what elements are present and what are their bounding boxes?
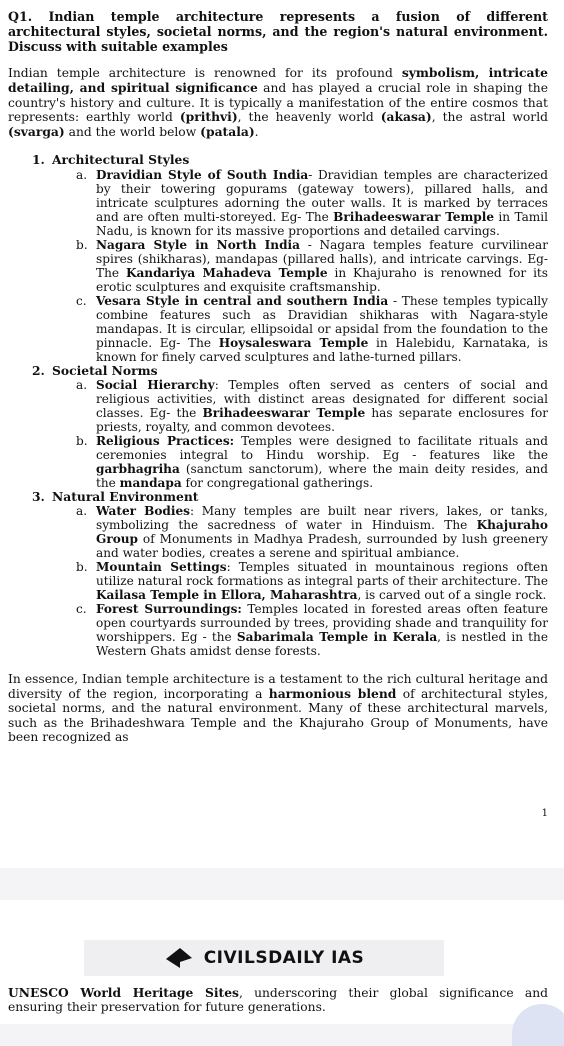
list-item [76,601,549,658]
section-list [8,153,556,658]
document-page-2 [0,900,564,1024]
diamond-emblem-icon [164,947,194,969]
item-marker: a. [76,503,88,518]
question-heading: Q1. Indian temple architecture represents a fusion of different architectural styles, societal norms, and the region's natural environment. Discuss with suitable examples [8,9,548,54]
section-title: Architectural Styles [52,152,190,168]
item-text: Vesara Style in central and southern India - These temples typically combine features such as Dravidian shikharas with Nagara-style mandapas. It is circular, ellipsoidal or apsidal from the foundation to the pinnacle. Eg- The Hoysaleswara Temple in Halebidu, Karnataka, is known for finely carved sculptures and lathe-turned pillars. [96,293,549,364]
section-number: 1. [32,152,45,168]
section-natural-environment [32,488,549,658]
item-marker: c. [76,293,87,308]
section-societal-norms [32,362,549,490]
item-marker: c. [76,601,87,616]
list-item [76,559,548,602]
subsection-list [52,378,548,490]
intro-paragraph: Indian temple architecture is renowned for its profound symbolism, intricate detailing, and spiritual significance and has played a crucial role in shaping the country's history and culture. It is typically a manifestation of the entire cosmos that represents: earthly world (prithvi), the heavenly world (akasa), the astral world (svarga) and the world below (patala). [8,65,549,139]
item-text: Religious Practices: Temples were designed to facilitate rituals and ceremonies integral to Hindu worship. Eg - features like the garbhagriha (sanctum sanctorum), where the main deity resides, and the mandapa for congregational gatherings. [96,433,548,490]
item-text: Mountain Settings: Temples situated in mountainous regions often utilize natural rock formations as integral parts of their architecture. The Kailasa Temple in Ellora, Maharashtra, is carved out of a single rock. [96,559,548,602]
item-marker: b. [76,237,88,252]
section-title: Societal Norms [52,362,158,378]
item-text: Water Bodies: Many temples are built near rivers, lakes, or tanks, symbolizing the sacredness of water in Hinduism. The Khajuraho Group of Monuments in Madhya Pradesh, surrounded by lush greenery and water bodies, creates a serene and spiritual ambiance. [96,503,548,560]
item-text: Forest Surroundings: Temples located in forested areas often feature open courtyards surrounded by trees, providing shade and tranquility for worshippers. Eg - the Sabarimala Temple in Kerala, is nestled in the Western Ghats amidst dense forests. [96,601,549,658]
list-item [76,167,548,238]
section-title: Natural Environment [52,488,199,504]
item-marker: a. [76,377,88,392]
continued-paragraph: UNESCO World Heritage Sites, underscoring their global significance and ensuring their preservation for future generations. [8,985,548,1015]
brand-name: CIVILSDAILY IAS [203,948,365,968]
list-item [76,503,548,560]
subsection-list [52,504,548,658]
conclusion-paragraph: In essence, Indian temple architecture is a testament to the rich cultural heritage and diversity of the region, incorporating a harmonious blend of architectural styles, societal norms, and the natural environment. Many of these architectural marvels, such as the Brihadeshwara Temple and the Khajuraho Group of Monuments, have been recognized as [8,671,548,745]
page-number: 1 [541,808,548,819]
list-item [76,377,549,434]
item-marker: b. [76,559,88,574]
item-text: Nagara Style in North India - Nagara temples feature curvilinear spires (shikharas), mandapas (pillared halls), and intricate carvings. Eg- The Kandariya Mahadeva Temple in Khajuraho is renowned for its erotic sculptures and exquisite craftsmanship. [96,237,549,294]
list-item [76,237,549,294]
item-text: Dravidian Style of South India- Dravidian temples are characterized by their towering gopurams (gateway towers), pillared halls, and intricate sculptures adorning the outer walls. It is marked by terraces and are often multi-storeyed. Eg- The Brihadeeswarar Temple in Tamil Nadu, is known for its massive proportions and detailed carvings. [96,167,548,238]
section-number: 3. [32,488,45,504]
item-text: Social Hierarchy: Temples often served as centers of social and religious activities, with distinct areas designated for different social classes. Eg- the Brihadeeswarar Temple has separate enclosures for priests, royalty, and common devotees. [96,377,549,434]
section-number: 2. [32,362,45,378]
section-architectural-styles [32,152,549,364]
item-marker: b. [76,433,88,448]
item-marker: a. [76,167,88,182]
list-item [76,293,549,364]
subsection-list [52,168,548,364]
list-item [76,433,548,490]
brand-logo [84,940,444,976]
